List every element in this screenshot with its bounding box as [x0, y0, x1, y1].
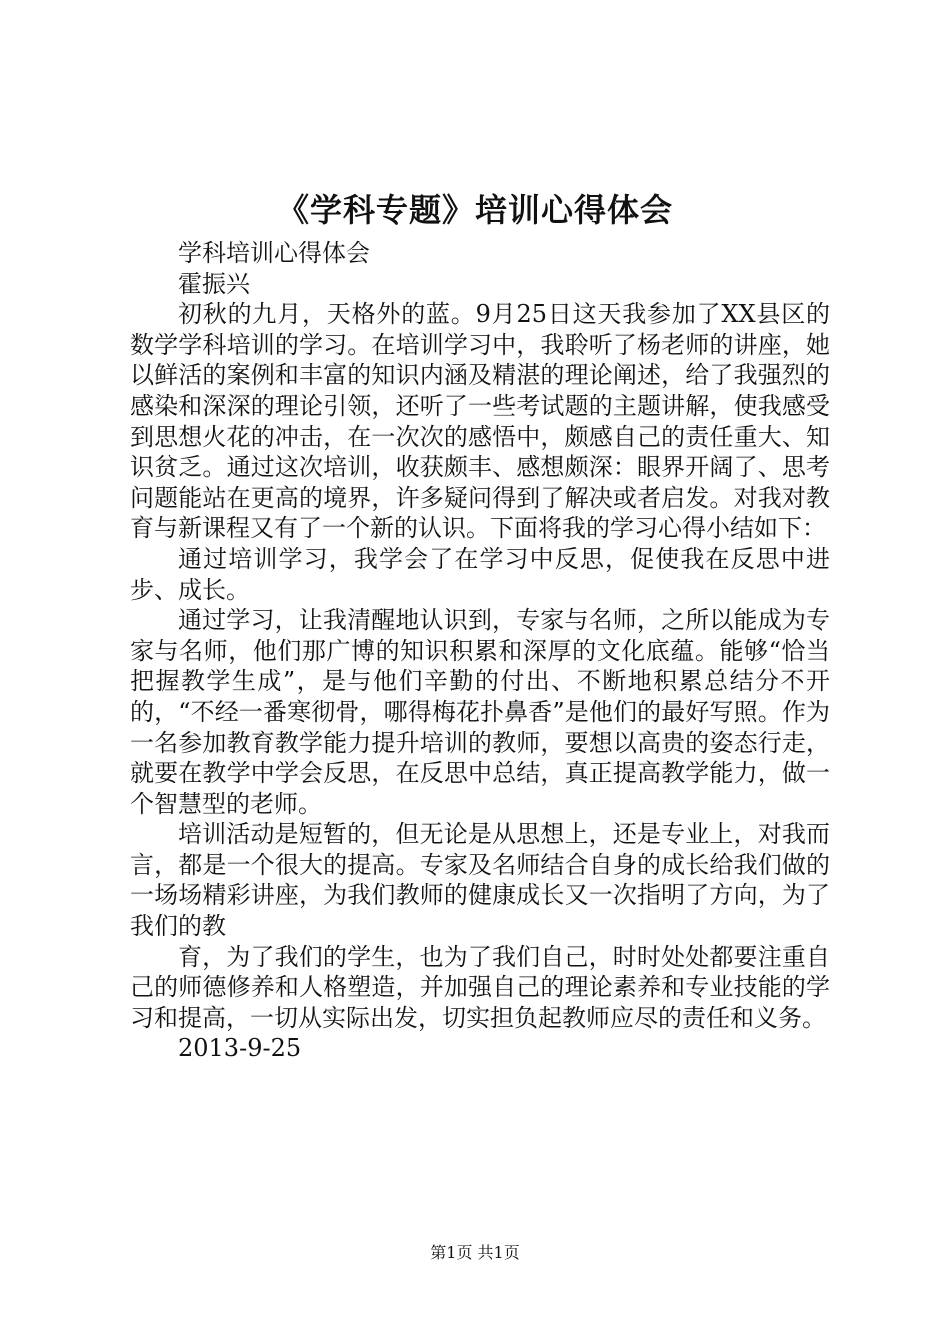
document-subtitle: 学科培训心得体会 — [178, 239, 370, 267]
paragraph: 育，为了我们的学生，也为了我们自己，时时处处都要注重自己的师德修养和人格塑造，并加强自己的理论素养和专业技能的学习和提高，一切从实际出发，切实担负起教师应尽的责任和义务。 — [130, 942, 830, 1032]
document-title: 《学科专题》培训心得体会 — [276, 191, 673, 229]
document-author: 霍振兴 — [178, 269, 250, 298]
paragraph: 通过培训学习，我学会了在学习中反思，促使我在反思中进步、成长。 — [130, 544, 830, 604]
page-number-footer: 第1页 共1页 — [430, 1243, 520, 1262]
paragraph: 通过学习，让我清醒地认识到，专家与名师，之所以能成为专家与名师，他们那广博的知识积累和深厚的文化底蕴。能够“恰当把握教学生成”，是与他们辛勤的付出、不断地积累总结分不开的，“不经一番寒彻骨，哪得梅花扑鼻香”是他们的最好写照。作为一名参加教育教学能力提升培训的教师，要想以高贵的姿态行走，就要在教学中学会反思，在反思中总结，真正提高教学能力，做一个智慧型的老师。 — [130, 606, 830, 818]
document-date: 2013-9-25 — [178, 1034, 302, 1063]
paragraph: 初秋的九月，天格外的蓝。9月25日这天我参加了XX县区的数学学科培训的学习。在培训学习中，我聆听了杨老师的讲座，她以鲜活的案例和丰富的知识内涵及精湛的理论阐述，给了我强烈的感染和深深的理论引领，还听了一些考试题的主题讲解，使我感受到思想火花的冲击，在一次次的感悟中，颇感自己的责任重大、知识贫乏。通过这次培训，收获颇丰、感想颇深：眼界开阔了、思考问题能站在更高的境界，许多疑问得到了解决或者启发。对我对教育与新课程又有了一个新的认识。下面将我的学习心得小结如下： — [130, 300, 830, 543]
paragraph: 培训活动是短暂的，但无论是从思想上，还是专业上，对我而言，都是一个很大的提高。专家及名师结合自身的成长给我们做的一场场精彩讲座，为我们教师的健康成长又一次指明了方向，为了我们的教 — [130, 820, 830, 941]
document-body — [130, 238, 830, 1064]
